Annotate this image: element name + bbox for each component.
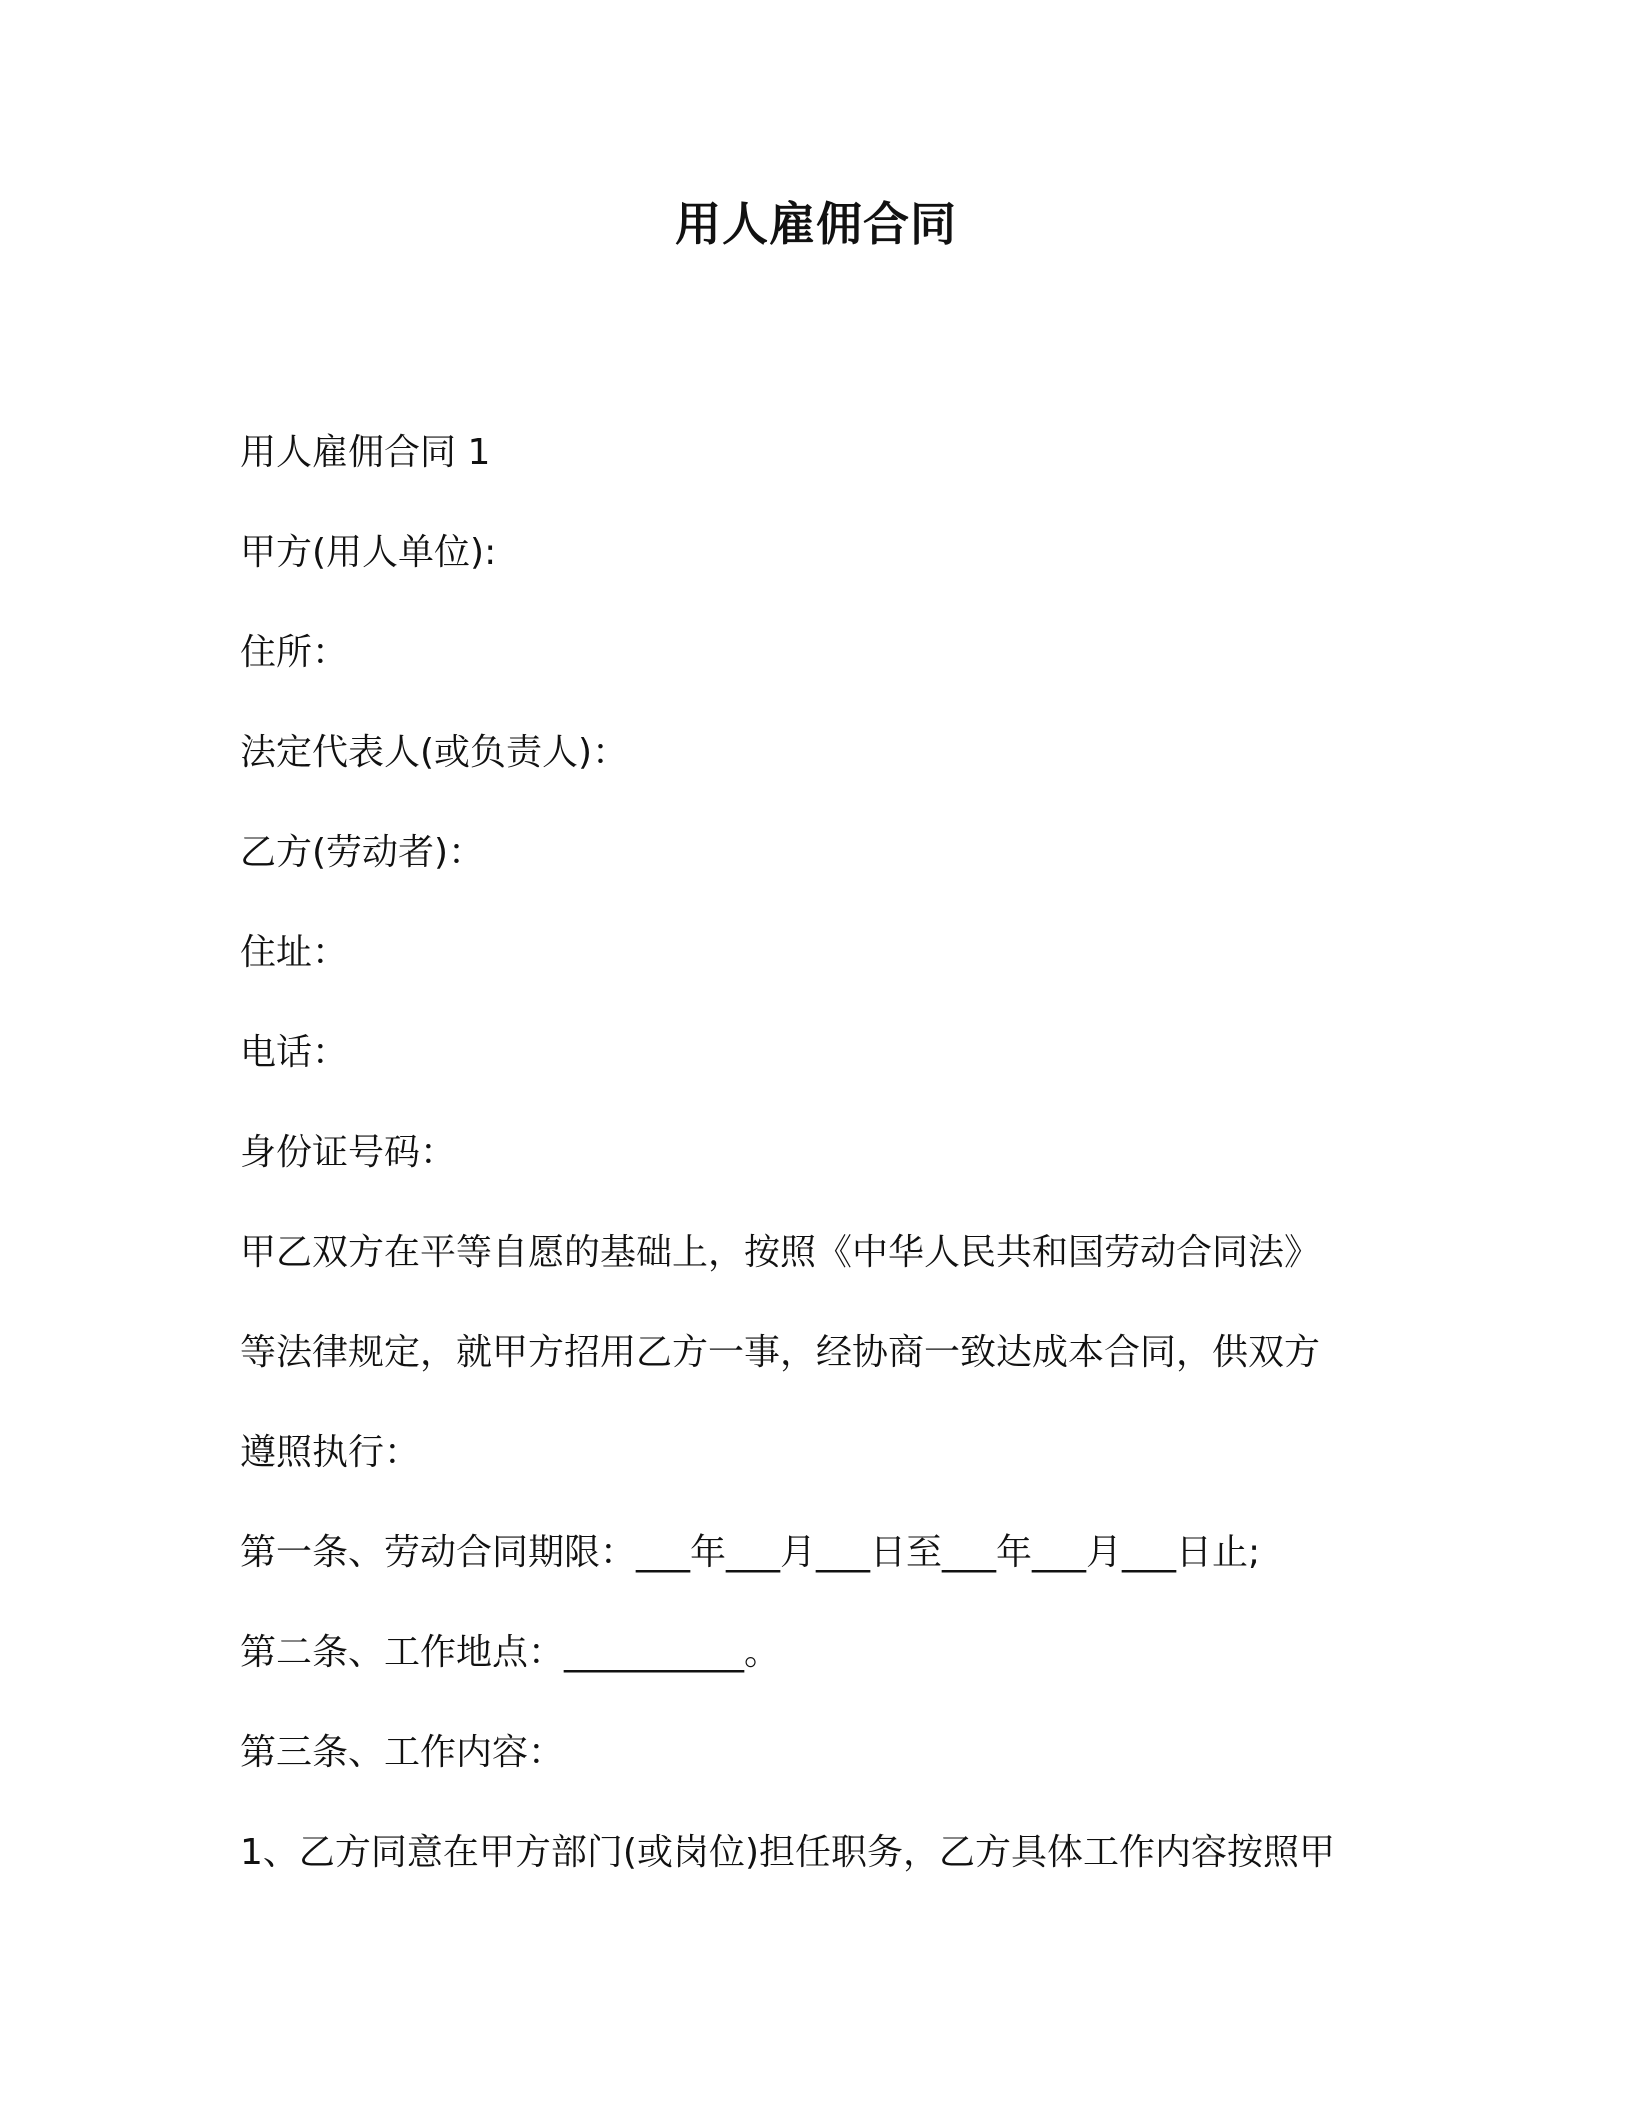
party-a-address-line: 住所：: [240, 632, 349, 673]
preamble-line-2: 等法律规定，就甲方招用乙方一事，经协商一致达成本合同，供双方: [240, 1332, 1321, 1373]
party-a-line: 甲方(用人单位):: [240, 532, 497, 573]
party-b-line: 乙方(劳动者)：: [240, 832, 485, 873]
preamble-line-1: 甲乙双方在平等自愿的基础上，按照《中华人民共和国劳动合同法》: [240, 1232, 1321, 1273]
article-1-line: 第一条、劳动合同期限：___年___月___日至___年___月___日止;: [240, 1532, 1261, 1573]
legal-representative-line: 法定代表人(或负责人)：: [240, 732, 629, 773]
article-3-line: 第三条、工作内容：: [240, 1732, 565, 1773]
party-b-address-line: 住址：: [240, 932, 349, 973]
phone-line: 电话：: [240, 1032, 349, 1073]
article-3-item-1-line: 1、乙方同意在甲方部门(或岗位)担任职务，乙方具体工作内容按照甲: [240, 1832, 1335, 1873]
document-title: 用人雇佣合同: [675, 197, 957, 251]
preamble-line-3: 遵照执行：: [240, 1432, 421, 1473]
article-2-line: 第二条、工作地点：__________。: [240, 1632, 781, 1673]
contract-subtitle: 用人雇佣合同 1: [240, 432, 491, 473]
id-number-line: 身份证号码：: [240, 1132, 457, 1173]
